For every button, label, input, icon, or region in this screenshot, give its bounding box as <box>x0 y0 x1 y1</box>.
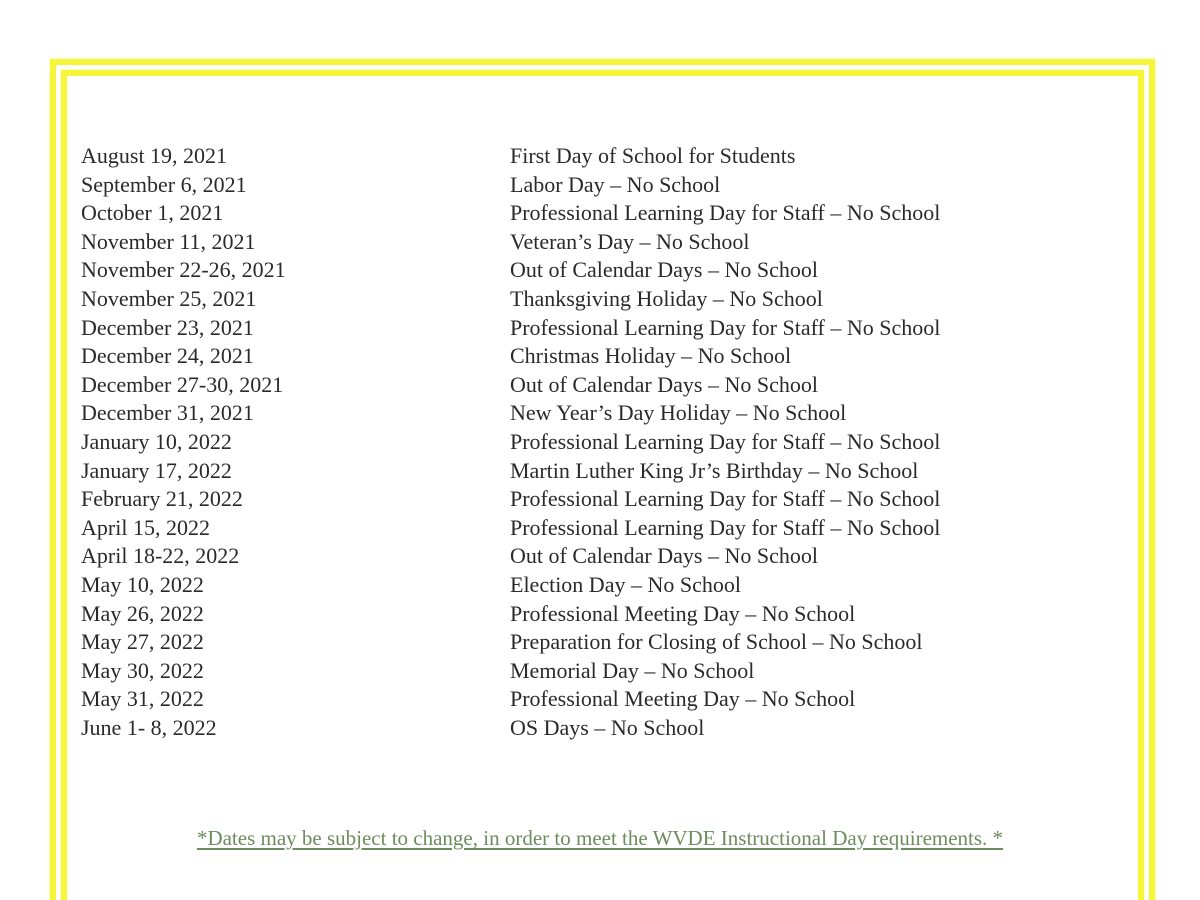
schedule-row <box>81 514 1081 543</box>
schedule-event: First Day of School for Students <box>510 143 796 168</box>
schedule-row <box>81 428 1081 457</box>
schedule-event: Christmas Holiday – No School <box>510 343 792 369</box>
schedule-event: Out of Calendar Days – No School <box>510 371 818 397</box>
schedule-date: January 17, 2022 <box>81 457 232 483</box>
school-calendar-schedule <box>81 142 1081 742</box>
schedule-row <box>81 600 1081 629</box>
schedule-event: New Year’s Day Holiday – No School <box>510 400 847 426</box>
schedule-date: June 1- 8, 2022 <box>81 714 217 740</box>
schedule-event: Out of Calendar Days – No School <box>510 543 818 569</box>
schedule-event: Professional Meeting Day – No School <box>510 600 856 626</box>
schedule-event: Out of Calendar Days – No School <box>510 257 818 283</box>
schedule-row <box>81 685 1081 714</box>
schedule-row <box>81 571 1081 600</box>
schedule-event: Labor Day – No School <box>510 171 721 197</box>
schedule-event: Veteran’s Day – No School <box>510 228 750 254</box>
schedule-date: May 30, 2022 <box>81 657 204 683</box>
schedule-event: Professional Learning Day for Staff – No School <box>510 314 941 340</box>
schedule-date: October 1, 2021 <box>81 200 224 226</box>
schedule-date: May 27, 2022 <box>81 629 204 655</box>
footnote-disclaimer: *Dates may be subject to change, in order to meet the WVDE Instructional Day requirements. * <box>196 826 1004 850</box>
schedule-date: May 26, 2022 <box>81 600 204 626</box>
schedule-row <box>81 657 1081 686</box>
schedule-event: Professional Learning Day for Staff – No School <box>510 428 941 454</box>
schedule-event: Professional Learning Day for Staff – No School <box>510 514 941 540</box>
schedule-date: September 6, 2021 <box>81 171 247 197</box>
schedule-date: May 31, 2022 <box>81 686 204 712</box>
schedule-date: April 18-22, 2022 <box>81 543 240 569</box>
schedule-row <box>81 628 1081 657</box>
schedule-event: Memorial Day – No School <box>510 657 755 683</box>
schedule-row <box>81 285 1081 314</box>
schedule-row <box>81 314 1081 343</box>
schedule-date: November 11, 2021 <box>81 228 256 254</box>
schedule-row <box>81 142 1081 171</box>
schedule-date: December 31, 2021 <box>81 400 254 426</box>
schedule-row <box>81 457 1081 486</box>
schedule-event: Election Day – No School <box>510 571 741 597</box>
schedule-date: December 24, 2021 <box>81 343 254 369</box>
schedule-row <box>81 371 1081 400</box>
schedule-date: April 15, 2022 <box>81 514 210 540</box>
schedule-row <box>81 714 1081 743</box>
schedule-date: November 25, 2021 <box>81 285 257 311</box>
schedule-event: Professional Learning Day for Staff – No School <box>510 486 941 512</box>
schedule-event: Thanksgiving Holiday – No School <box>510 285 823 311</box>
schedule-event: Martin Luther King Jr’s Birthday – No School <box>510 457 919 483</box>
schedule-row <box>81 342 1081 371</box>
schedule-row <box>81 256 1081 285</box>
schedule-event: Preparation for Closing of School – No School <box>510 629 923 655</box>
schedule-date: February 21, 2022 <box>81 486 243 512</box>
schedule-date: January 10, 2022 <box>81 428 232 454</box>
schedule-date: May 10, 2022 <box>81 571 204 597</box>
schedule-date: November 22-26, 2021 <box>81 257 286 283</box>
schedule-date: December 23, 2021 <box>81 314 254 340</box>
schedule-row <box>81 485 1081 514</box>
schedule-row <box>81 171 1081 200</box>
schedule-row <box>81 542 1081 571</box>
schedule-date: December 27-30, 2021 <box>81 371 284 397</box>
schedule-event: Professional Learning Day for Staff – No School <box>510 200 941 226</box>
schedule-row <box>81 199 1081 228</box>
schedule-event: OS Days – No School <box>510 714 705 740</box>
schedule-row <box>81 399 1081 428</box>
schedule-event: Professional Meeting Day – No School <box>510 686 856 712</box>
schedule-row <box>81 228 1081 257</box>
schedule-date: August 19, 2021 <box>81 143 228 168</box>
